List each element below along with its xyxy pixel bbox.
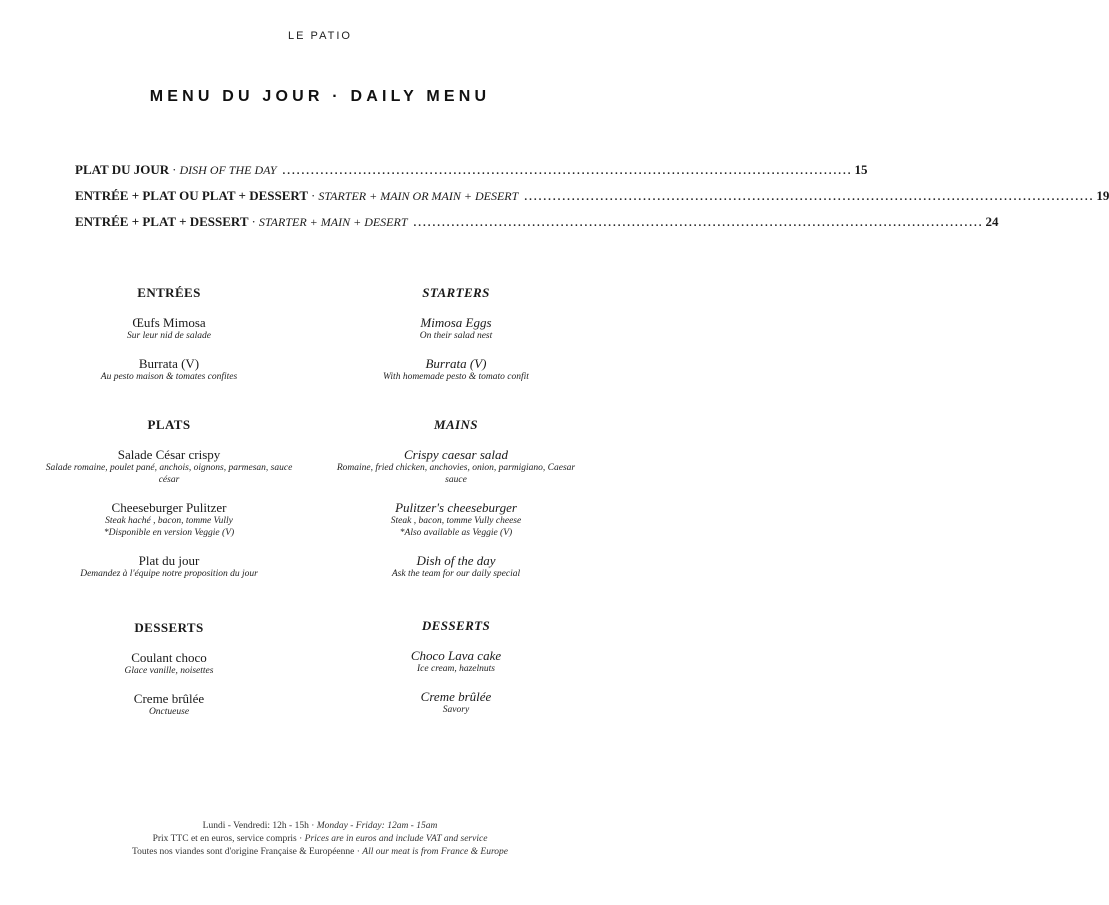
- item-desc: With homemade pesto & tomato confit: [383, 372, 529, 382]
- footer-origin-en: All our meat is from France & Europe: [362, 847, 509, 857]
- item-name: Cheeseburger Pulitzer: [111, 500, 227, 515]
- footer-prices: [0, 833, 640, 846]
- item-name: Œufs Mimosa: [132, 315, 206, 330]
- menu-item: [44, 553, 294, 580]
- formula-price: 15: [854, 162, 868, 177]
- menu-item: [331, 447, 581, 486]
- formula-en: STARTER + MAIN OR MAIN + DESERT: [318, 189, 519, 203]
- item-desc: Onctueuse: [148, 707, 190, 717]
- section-title: DESSERTS: [421, 618, 491, 633]
- footer-prices-en: Prices are in euros and include VAT and service: [304, 834, 488, 844]
- item-name: Burrata (V): [138, 356, 200, 371]
- footer-hours-fr: Lundi - Vendredi: 12h - 15h ·: [202, 821, 315, 831]
- menu-item: [331, 315, 581, 342]
- item-name: Crispy caesar salad: [404, 447, 508, 462]
- menu-item: [331, 648, 581, 675]
- formula-separator: ·: [172, 162, 177, 177]
- footer-hours: [0, 820, 640, 833]
- menu-item: [44, 315, 294, 342]
- formula-en: STARTER + MAIN + DESERT: [258, 215, 408, 229]
- footer-prices-fr: Prix TTC et en euros, service compris ·: [152, 834, 303, 844]
- section-entrees: [44, 285, 294, 397]
- item-desc: Steak , bacon, tomme Vully cheese: [390, 516, 522, 526]
- item-desc: Romaine, fried chicken, anchovies, onion, parmigiano, Caesar sauce: [336, 463, 576, 485]
- section-title: STARTERS: [422, 285, 490, 300]
- section-desserts: [44, 620, 294, 732]
- item-desc: Ask the team for our daily special: [391, 569, 521, 579]
- menu-item: [44, 447, 294, 486]
- brand-name: LE PATIO: [288, 30, 352, 42]
- dot-leader: ........................................................................................................................: [413, 217, 984, 229]
- item-desc: On their salad nest: [419, 331, 493, 341]
- formula-price: 24: [985, 214, 999, 229]
- item-desc: Salade romaine, poulet pané, anchois, oignons, parmesan, sauce césar: [45, 463, 293, 485]
- item-desc: Demandez à l'équipe notre proposition du jour: [80, 569, 258, 579]
- menu-item: [44, 356, 294, 383]
- item-note: *Disponible en version Veggie (V): [103, 528, 235, 538]
- page-title: MENU DU JOUR · DAILY MENU: [149, 88, 491, 105]
- section-starters: [331, 285, 581, 397]
- footer-origin-fr: Toutes nos viandes sont d'origine Française & Européenne ·: [131, 847, 360, 857]
- item-name: Plat du jour: [138, 553, 200, 568]
- section-title: ENTRÉES: [137, 285, 201, 300]
- item-name: Creme brûlée: [133, 691, 205, 706]
- menu-item: [44, 650, 294, 677]
- formula-separator: ·: [251, 214, 256, 229]
- item-desc: Ice cream, hazelnuts: [417, 664, 495, 674]
- menu-item: [331, 356, 581, 383]
- item-name: Dish of the day: [416, 553, 496, 568]
- menu-item: [331, 689, 581, 716]
- footer-origin: [0, 846, 640, 859]
- item-name: Burrata (V): [425, 356, 487, 371]
- formula-row: [75, 214, 999, 240]
- item-desc: Sur leur nid de salade: [127, 331, 211, 341]
- item-desc: Glace vanille, noisettes: [124, 666, 214, 676]
- formula-fr: ENTRÉE + PLAT OU PLAT + DESSERT: [75, 188, 309, 203]
- item-name: Pulitzer's cheeseburger: [395, 500, 517, 515]
- footer-hours-en: Monday - Friday: 12am - 15am: [316, 821, 438, 831]
- menu-item: [331, 553, 581, 580]
- item-name: Coulant choco: [131, 650, 207, 665]
- item-name: Creme brûlée: [420, 689, 492, 704]
- formula-price: 19: [1096, 188, 1109, 203]
- item-desc: Au pesto maison & tomates confites: [100, 372, 238, 382]
- menu-item: [44, 691, 294, 718]
- formula-fr: PLAT DU JOUR: [75, 162, 170, 177]
- formula-row: [75, 188, 1109, 214]
- footer: [0, 820, 640, 859]
- item-name: Salade César crispy: [117, 447, 221, 462]
- item-name: Mimosa Eggs: [420, 315, 492, 330]
- formula-en: DISH OF THE DAY: [179, 163, 277, 177]
- section-title: DESSERTS: [134, 620, 204, 635]
- menu-item: [331, 500, 581, 539]
- item-note: *Also available as Veggie (V): [399, 528, 513, 538]
- item-desc: Savory: [442, 705, 470, 715]
- menu-item: [44, 500, 294, 539]
- formula-separator: ·: [311, 188, 316, 203]
- formula-fr: ENTRÉE + PLAT + DESSERT: [75, 214, 249, 229]
- dot-leader: ........................................................................................................................: [524, 191, 1095, 203]
- item-name: Choco Lava cake: [410, 648, 502, 663]
- section-plats: [44, 417, 294, 594]
- section-title: PLATS: [147, 417, 191, 432]
- dot-leader: ........................................................................................................................: [282, 165, 853, 177]
- section-mains: [331, 417, 581, 594]
- section-desserts-en: [331, 618, 581, 730]
- formula-list: [75, 162, 1109, 240]
- formula-row: [75, 162, 868, 188]
- section-title: MAINS: [434, 417, 478, 432]
- item-desc: Steak haché , bacon, tomme Vully: [105, 516, 233, 526]
